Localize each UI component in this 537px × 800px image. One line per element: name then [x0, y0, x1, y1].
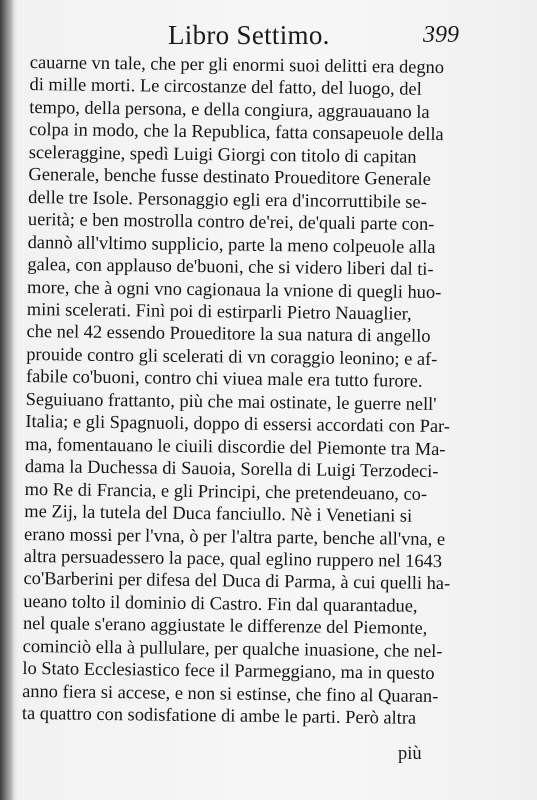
text-line: Seguiuano frattanto, più che mai ostinate, le guerre nell' — [25, 388, 437, 414]
text-line: dama la Duchessa di Sauoia, Sorella di Luigi Terzodeci- — [24, 456, 439, 482]
page-number: 399 — [423, 22, 459, 48]
text-line: di mille morti. Le circostanze del fatto, del luogo, del — [29, 74, 422, 100]
catchword: più — [398, 744, 422, 764]
text-line: erano mossi per l'vna, ò per l'altra parte, benche all'vna, e — [23, 523, 446, 549]
body-text — [22, 51, 450, 730]
text-line: uerità; e ben mostrolla contro de'rei, de'quali parte con- — [27, 209, 435, 235]
text-line: prouide contro gli scelerati di vn coraggio leonino; e af- — [26, 343, 438, 369]
text-line: mini scelerati. Finì poi di estirparli Pietro Nauaglier, — [26, 298, 412, 324]
text-line: dannò all'vltimo supplicio, parte la meno colpeuole alla — [27, 231, 436, 257]
text-line: altra persuadessero la pace, qual eglino ruppero nel 1643 — [23, 545, 443, 572]
text-line: sceleraggine, spedì Luigi Giorgi con titolo di capitan — [28, 141, 417, 167]
text-line: che nel 42 essendo Proueditore la sua natura di angello — [26, 321, 431, 347]
text-line: ta quattro con sodisfatione di ambe le parti. Però altra — [21, 703, 417, 728]
text-line: cauarne vn tale, che per gli enormi suoi delitti era degno — [29, 51, 445, 78]
running-title: Libro Settimo. — [168, 20, 330, 50]
text-line: Italia; e gli Spagnuoli, doppo di essersi accordati con Par- — [25, 411, 451, 437]
text-line: anno fiera si accese, e non si estinse, che fino al Quaran- — [22, 680, 439, 706]
text-line: co'Barberini per difesa del Duca di Parma, à cui quelli ha- — [23, 568, 451, 594]
text-line: Generale, benche fusse destinato Proueditore Generale — [28, 164, 431, 190]
text-line: me Zij, la tutela del Duca fanciullo. Nè i Venetiani si — [24, 501, 413, 526]
text-line: delle tre Isole. Personaggio egli era d'incorruttibile se- — [28, 186, 427, 212]
binding-gutter — [0, 0, 14, 800]
text-line: galea, con applauso de'buoni, che si videro liberi dal ti- — [27, 254, 434, 280]
text-line: mo Re di Francia, e gli Principi, che pretendeuano, co- — [24, 478, 428, 504]
text-line: colpa in modo, che la Republica, fatta consapeuole della — [28, 119, 444, 145]
text-line: ma, fomentauano le ciuili discordie del Piemonte tra Ma- — [25, 433, 446, 459]
text-line: more, che à ogni vno cagionaua la vnione di quegli huo- — [27, 276, 442, 302]
text-line: nel quale s'erano aggiustate le differenze del Piemonte, — [22, 613, 428, 639]
text-line: tempo, della persona, e della congiura, aggrauauano la — [29, 96, 430, 122]
page-header — [160, 18, 459, 54]
text-line: cominciò ella à pullulare, per qualche inuasione, che nel- — [22, 635, 443, 661]
text-line: lo Stato Ecclesiastico fece il Parmeggiano, ma in questo — [22, 658, 435, 684]
text-line: ueano tolto il dominio di Castro. Fin dal quarantadue, — [23, 590, 418, 616]
text-line: fabile co'buoni, contro chi viuea male era tutto furore. — [25, 366, 423, 392]
